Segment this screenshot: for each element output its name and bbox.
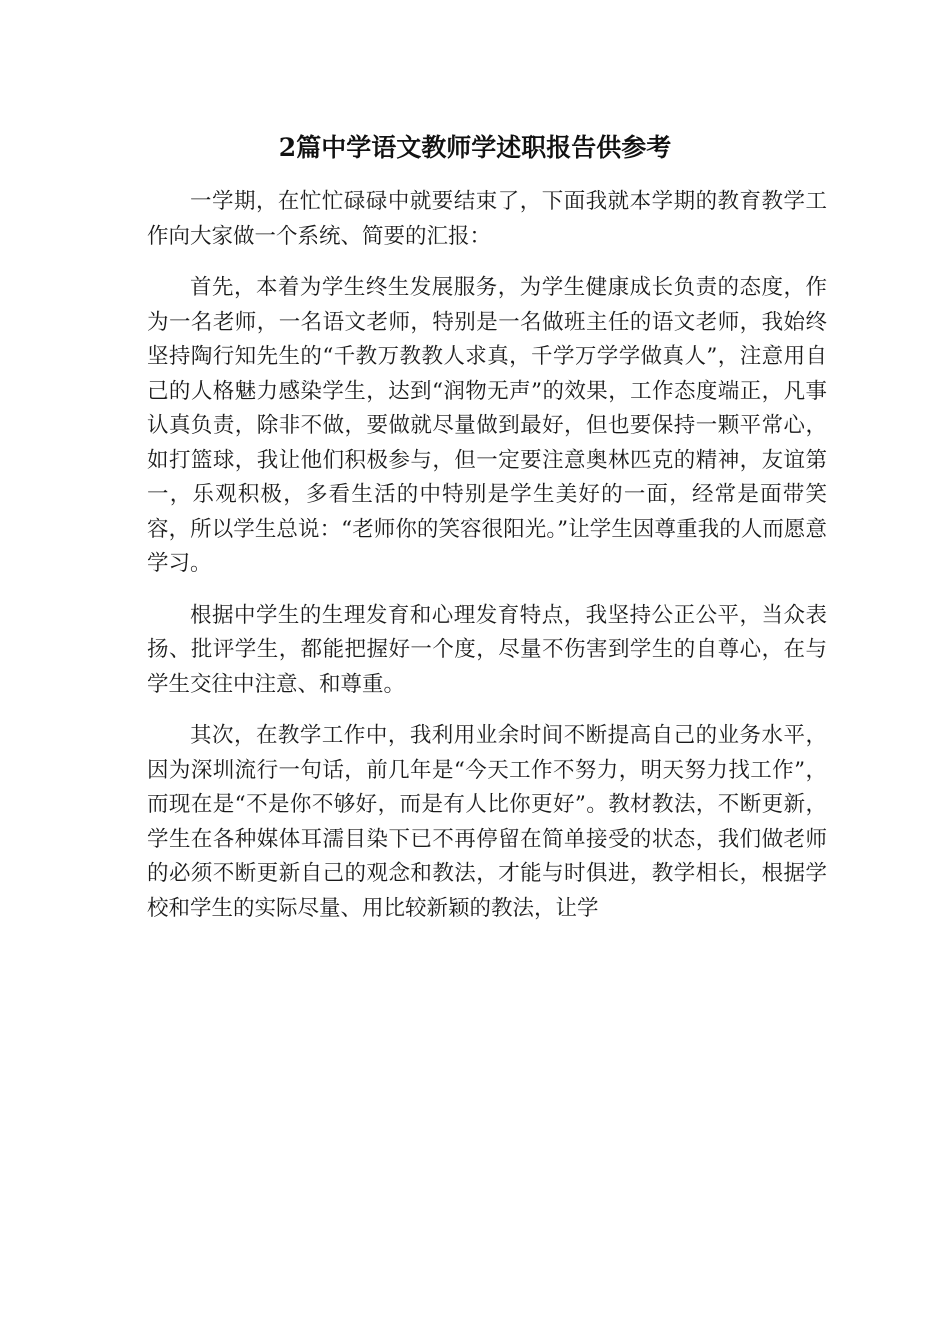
document-body [147,185,827,943]
paragraph-second: 其次，在教学工作中，我利用业余时间不断提高自己的业务水平，因为深圳流行一句话，前几年是“今天工作不努力，明天努力找工作”，而现在是“不是你不够好，而是有人比你更好”。教材教法，不断更新，学生在各种媒体耳濡目染下已不再停留在简单接受的状态，我们做老师的必须不断更新自己的观念和教法，才能与时俱进，教学相长，根据学校和学生的实际尽量、用比较新颖的教法，让学 [147,723,827,921]
document-title: 2篇中学语文教师学述职报告供参考 [278,133,672,162]
paragraph-intro: 一学期，在忙忙碌碌中就要结束了，下面我就本学期的教育教学工作向大家做一个系统、简要的汇报： [147,189,827,249]
paragraph-first: 首先，本着为学生终生发展服务，为学生健康成长负责的态度，作为一名老师，一名语文老师，特别是一名做班主任的语文老师，我始终坚持陶行知先生的“千教万教教人求真，千学万学学做真人”，注意用自己的人格魅力感染学生，达到“润物无声”的效果，工作态度端正，凡事认真负责，除非不做，要做就尽量做到最好，但也要保持一颗平常心，如打篮球，我让他们积极参与，但一定要注意奥林匹克的精神，友谊第一，乐观积极，多看生活的中特别是学生美好的一面，经常是面带笑容，所以学生总说：“老师你的笑容很阳光。”让学生因尊重我的人而愿意学习。 [147,275,827,576]
paragraph-fairness: 根据中学生的生理发育和心理发育特点，我坚持公正公平，当众表扬、批评学生，都能把握好一个度，尽量不伤害到学生的自尊心，在与学生交往中注意、和尊重。 [147,602,827,697]
